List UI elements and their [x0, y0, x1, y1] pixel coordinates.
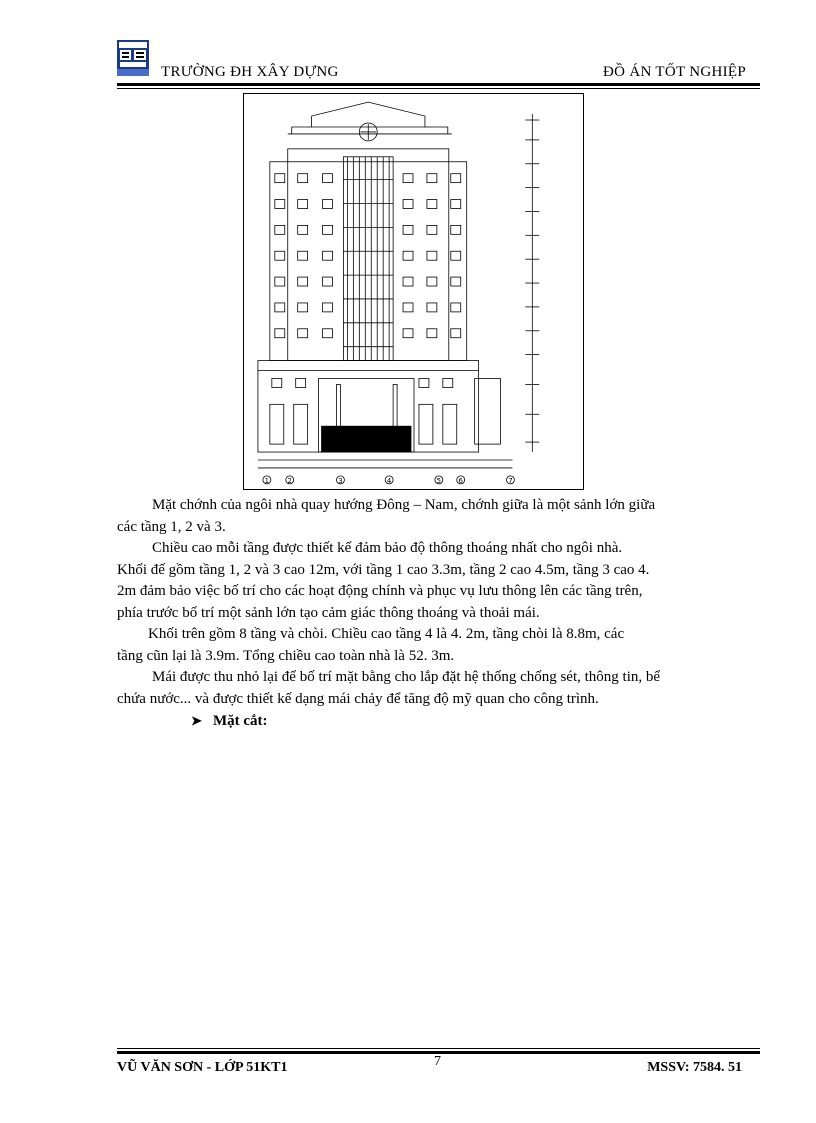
author-class: VŨ VĂN SƠN - LỚP 51KT1	[117, 1060, 288, 1075]
axis-label: 3	[338, 476, 343, 485]
student-id: MSSV: 7584. 51	[647, 1060, 742, 1075]
axis-label: 5	[436, 476, 442, 485]
university-logo-icon	[117, 40, 149, 76]
page-header	[117, 40, 760, 92]
page-footer	[117, 1048, 760, 1088]
paragraph-line: các tầng 1, 2 và 3.	[117, 518, 226, 535]
school-name: TRƯỜNG ĐH XÂY DỰNG	[161, 64, 339, 80]
paragraph-line: Khối đế gồm tầng 1, 2 và 3 cao 12m, với tầng 1 cao 3.3m, tầng 2 cao 4.5m, tầng 3 cao 4.	[117, 561, 650, 578]
axis-label: 7	[508, 476, 513, 485]
arrow-bullet-icon: ➤	[191, 713, 202, 728]
paragraph-line: Mặt chớnh của ngôi nhà quay hướng Đông – Nam, chớnh giữa là một sảnh lớn giữa	[152, 497, 656, 513]
body-text	[117, 495, 762, 733]
section-heading	[117, 710, 762, 733]
paragraph-line: chứa nước... và được thiết kế dạng mái chảy để tăng độ mỹ quan cho công trình.	[117, 690, 599, 707]
paragraph-line: phía trước bố trí một sảnh lớn tạo cảm giác thông thoáng và thoải mái.	[117, 604, 540, 621]
axis-label: 2	[287, 476, 292, 485]
axis-label: 1	[264, 476, 270, 485]
paragraph-line: tầng cũn lại là 3.9m. Tổng chiều cao toàn nhà là 52. 3m.	[117, 647, 455, 664]
page-number: 7	[434, 1054, 441, 1069]
header-rule-thin	[117, 88, 760, 89]
building-elevation-drawing	[243, 93, 584, 490]
project-title: ĐỒ ÁN TỐT NGHIỆP	[603, 64, 746, 80]
paragraph-line: Mái được thu nhỏ lại để bố trí mặt bằng cho lắp đặt hệ thống chống sét, thông tin, bể	[152, 669, 661, 685]
paragraph-line: Khối trên gồm 8 tầng và chòi. Chiều cao tầng 4 là 4. 2m, tầng chòi là 8.8m, các	[148, 626, 625, 642]
paragraph-line: 2m đảm bảo việc bố trí cho các hoạt động chính và phục vụ lưu thông lên các tầng trên,	[117, 583, 643, 599]
section-heading-label: Mặt cắt:	[213, 713, 268, 729]
axis-label: 4	[386, 476, 392, 485]
header-rule	[117, 83, 760, 86]
paragraph-line: Chiều cao mỗi tầng được thiết kế đảm bảo độ thông thoáng nhất cho ngôi nhà.	[152, 540, 623, 556]
axis-label: 6	[458, 476, 463, 485]
footer-rule-thin	[117, 1048, 760, 1049]
